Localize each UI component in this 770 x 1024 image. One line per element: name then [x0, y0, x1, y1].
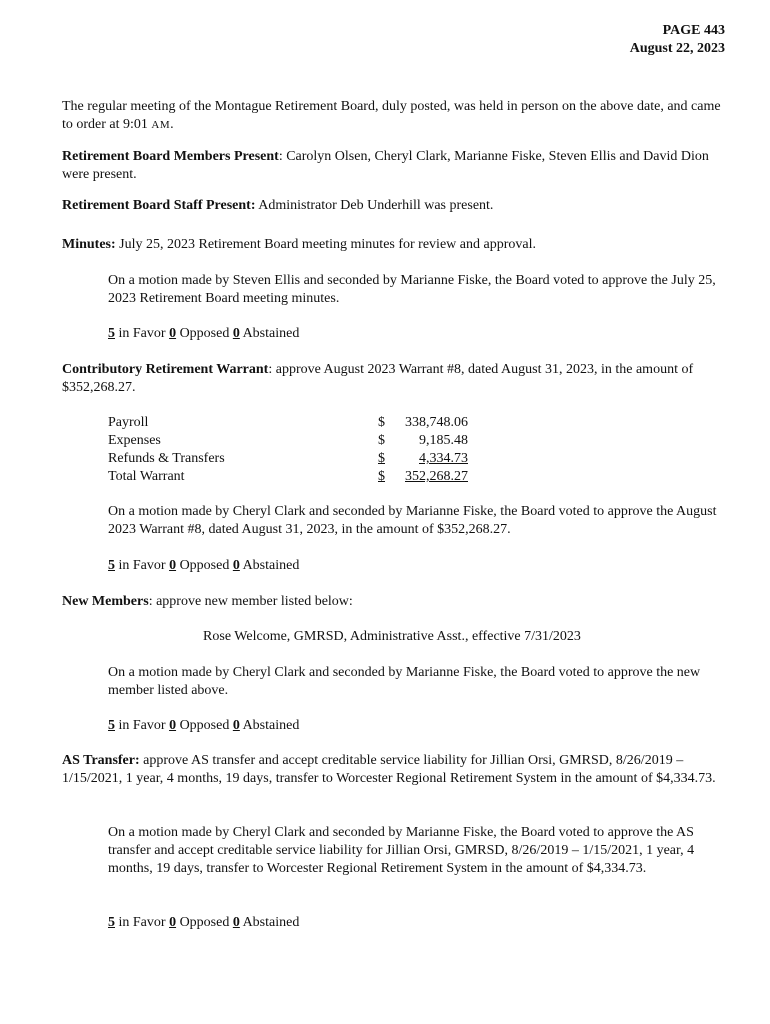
warrant-row-currency: $	[378, 415, 385, 430]
members-present-text: : Carolyn Olsen, Cheryl Clark, Marianne Fiske, Steven Ellis and David Dion were present.	[62, 149, 709, 182]
vote-abstained-text: Abstained	[239, 718, 300, 733]
vote-favor-count: 5	[108, 718, 115, 733]
vote-favor-text: in Favor	[115, 558, 170, 573]
minutes-text: July 25, 2023 Retirement Board meeting minutes for review and approval.	[115, 237, 536, 252]
warrant-row-amount: 4,334.73	[419, 451, 468, 466]
vote-opposed-text: Opposed	[176, 718, 233, 733]
vote-opposed-count: 0	[169, 915, 177, 930]
page-number: PAGE 443	[662, 23, 725, 38]
intro-paragraph	[62, 98, 722, 134]
members-present-label: Retirement Board Members Present	[62, 149, 279, 164]
warrant-row-currency: $	[378, 433, 385, 448]
vote-opposed-text: Opposed	[176, 915, 233, 930]
staff-present-text: Administrator Deb Underhill was present.	[255, 198, 494, 213]
vote-favor-text: in Favor	[115, 326, 170, 341]
new-member-entry: Rose Welcome, GMRSD, Administrative Asst., effective 7/31/2023	[203, 629, 581, 644]
vote-abstained-text: Abstained	[239, 915, 300, 930]
vote-favor-count: 5	[108, 915, 115, 930]
warrant-vote	[108, 557, 722, 575]
as-transfer-text: approve AS transfer and accept creditable service liability for Jillian Orsi, GMRSD, 8/26/2019 – 1/15/2021, 1 year, 4 months, 19 days, transfer to Worcester Regional Retirement System in the amount of $4,334.73.	[62, 753, 716, 786]
warrant-paragraph	[62, 361, 722, 397]
minutes-motion: On a motion made by Steven Ellis and seconded by Marianne Fiske, the Board voted to approve the July 25, 2023 Retirement Board meeting minutes.	[108, 273, 716, 306]
vote-favor-text: in Favor	[115, 915, 170, 930]
vote-abstained-count: 0	[232, 718, 240, 733]
warrant-total-currency: $	[378, 469, 385, 484]
warrant-row-amount: 9,185.48	[419, 433, 468, 448]
vote-opposed-count: 0	[169, 326, 177, 341]
staff-present-paragraph	[62, 197, 722, 215]
intro-time-suffix: AM	[151, 119, 171, 131]
warrant-text: : approve August 2023 Warrant #8, dated August 31, 2023, in the amount of $352,268.27.	[62, 362, 694, 395]
vote-abstained-count: 0	[232, 558, 240, 573]
warrant-row-currency: $	[378, 451, 385, 466]
minutes-paragraph	[62, 236, 722, 254]
new-members-motion: On a motion made by Cheryl Clark and seconded by Marianne Fiske, the Board voted to approve the new member listed above.	[108, 665, 701, 698]
warrant-total-row	[108, 468, 468, 486]
vote-opposed-count: 0	[169, 718, 177, 733]
warrant-total-amount: 352,268.27	[405, 469, 468, 484]
warrant-motion: On a motion made by Cheryl Clark and seconded by Marianne Fiske, the Board voted to approve the August 2023 Warrant #8, dated August 31, 2023, in the amount of $352,268.27.	[108, 504, 717, 537]
new-members-paragraph	[62, 593, 722, 611]
warrant-row	[108, 414, 468, 432]
new-members-label: New Members	[62, 594, 149, 609]
warrant-row-label: Refunds & Transfers	[108, 451, 225, 466]
meeting-date: August 22, 2023	[629, 41, 725, 56]
warrant-total-label: Total Warrant	[108, 469, 185, 484]
minutes-vote	[108, 325, 722, 343]
as-transfer-label: AS Transfer:	[62, 753, 140, 768]
vote-abstained-count: 0	[232, 326, 240, 341]
vote-favor-count: 5	[108, 558, 115, 573]
vote-favor-text: in Favor	[115, 718, 170, 733]
warrant-row-label: Expenses	[108, 433, 161, 448]
vote-abstained-text: Abstained	[239, 326, 300, 341]
intro-end: .	[170, 117, 174, 132]
vote-abstained-count: 0	[232, 915, 240, 930]
warrant-row-amount: 338,748.06	[405, 415, 468, 430]
vote-opposed-text: Opposed	[176, 558, 233, 573]
page-header	[630, 22, 725, 58]
warrant-row	[108, 432, 468, 450]
vote-abstained-text: Abstained	[239, 558, 300, 573]
new-members-vote	[108, 717, 722, 735]
intro-text: The regular meeting of the Montague Retirement Board, duly posted, was held in person on the above date, and came to order at 9:01	[62, 99, 721, 132]
new-members-text: : approve new member listed below:	[148, 594, 353, 609]
as-transfer-vote	[108, 914, 722, 932]
minutes-label: Minutes:	[62, 237, 116, 252]
staff-present-label: Retirement Board Staff Present:	[62, 198, 256, 213]
members-present-paragraph	[62, 148, 722, 184]
vote-opposed-text: Opposed	[176, 326, 233, 341]
as-transfer-motion: On a motion made by Cheryl Clark and seconded by Marianne Fiske, the Board voted to approve the AS transfer and accept creditable service liability for Jillian Orsi, GMRSD, 8/26/2019 – 1/15/2021, 1 year, 4 months, 19 days, transfer to Worcester Regional Retirement System in the amount of $4,334.73.	[108, 825, 695, 876]
warrant-row	[108, 450, 468, 468]
warrant-row-label: Payroll	[108, 415, 149, 430]
warrant-table	[108, 414, 468, 486]
vote-opposed-count: 0	[169, 558, 177, 573]
vote-favor-count: 5	[108, 326, 115, 341]
warrant-label: Contributory Retirement Warrant	[62, 362, 269, 377]
as-transfer-paragraph	[62, 752, 722, 788]
